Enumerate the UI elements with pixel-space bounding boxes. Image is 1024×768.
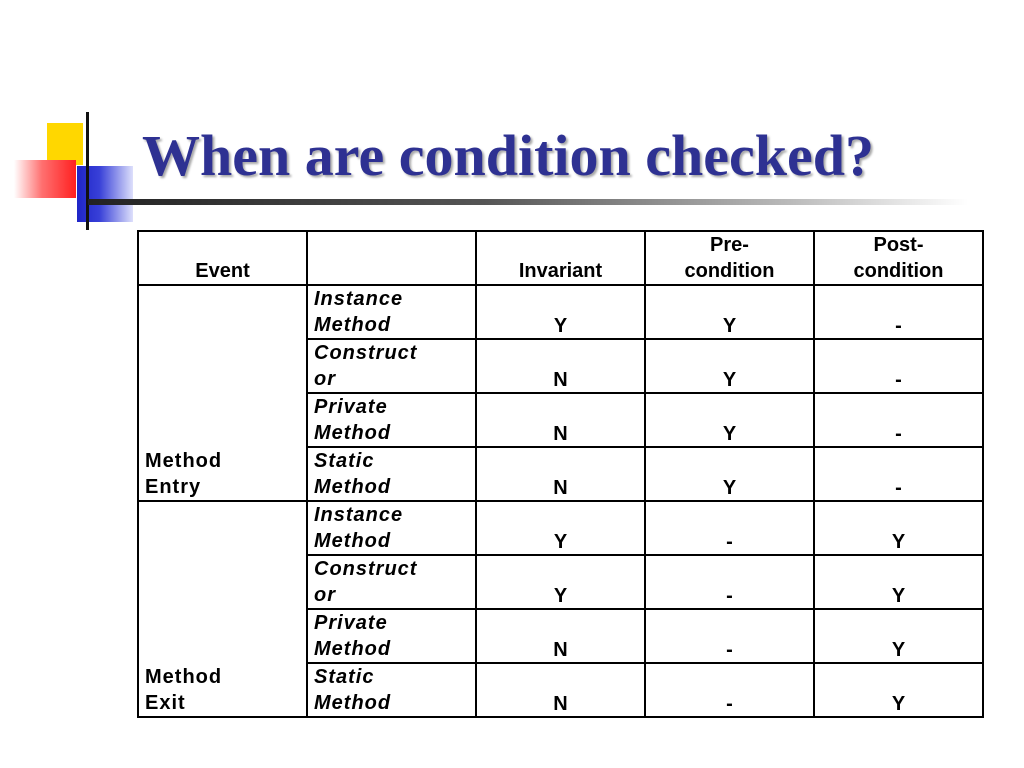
logo-red-square — [14, 160, 76, 198]
row-kind: Construct or — [307, 555, 476, 609]
cell-postcondition: Y — [814, 609, 983, 663]
cell-postcondition: - — [814, 285, 983, 339]
cell-postcondition: Y — [814, 663, 983, 717]
header-blank — [307, 231, 476, 285]
condition-table — [137, 230, 984, 718]
row-kind: Static Method — [307, 663, 476, 717]
cell-postcondition: - — [814, 393, 983, 447]
cell-invariant: Y — [476, 285, 645, 339]
header-precondition: Pre- condition — [645, 231, 814, 285]
event-method-exit: Method Exit — [138, 501, 307, 717]
cell-postcondition: Y — [814, 501, 983, 555]
logo-vertical-line — [86, 112, 89, 230]
cell-precondition: - — [645, 555, 814, 609]
cell-precondition: - — [645, 609, 814, 663]
logo-yellow-square — [47, 123, 83, 165]
row-kind: Construct or — [307, 339, 476, 393]
cell-precondition: Y — [645, 285, 814, 339]
cell-precondition: Y — [645, 393, 814, 447]
cell-postcondition: - — [814, 447, 983, 501]
row-kind: Private Method — [307, 609, 476, 663]
cell-postcondition: - — [814, 339, 983, 393]
cell-precondition: - — [645, 501, 814, 555]
header-event: Event — [138, 231, 307, 285]
title-underline — [88, 199, 968, 205]
table-header-row — [138, 231, 983, 285]
cell-precondition: - — [645, 663, 814, 717]
header-invariant: Invariant — [476, 231, 645, 285]
cell-invariant: Y — [476, 501, 645, 555]
cell-invariant: N — [476, 447, 645, 501]
row-kind: Instance Method — [307, 501, 476, 555]
slide-title: When are condition checked? — [142, 123, 874, 188]
row-kind: Instance Method — [307, 285, 476, 339]
cell-precondition: Y — [645, 447, 814, 501]
table-row — [138, 501, 983, 555]
cell-invariant: N — [476, 609, 645, 663]
row-kind: Private Method — [307, 393, 476, 447]
table-row — [138, 285, 983, 339]
event-method-entry: Method Entry — [138, 285, 307, 501]
cell-precondition: Y — [645, 339, 814, 393]
cell-invariant: N — [476, 393, 645, 447]
cell-postcondition: Y — [814, 555, 983, 609]
cell-invariant: N — [476, 663, 645, 717]
header-postcondition: Post- condition — [814, 231, 983, 285]
cell-invariant: N — [476, 339, 645, 393]
cell-invariant: Y — [476, 555, 645, 609]
row-kind: Static Method — [307, 447, 476, 501]
